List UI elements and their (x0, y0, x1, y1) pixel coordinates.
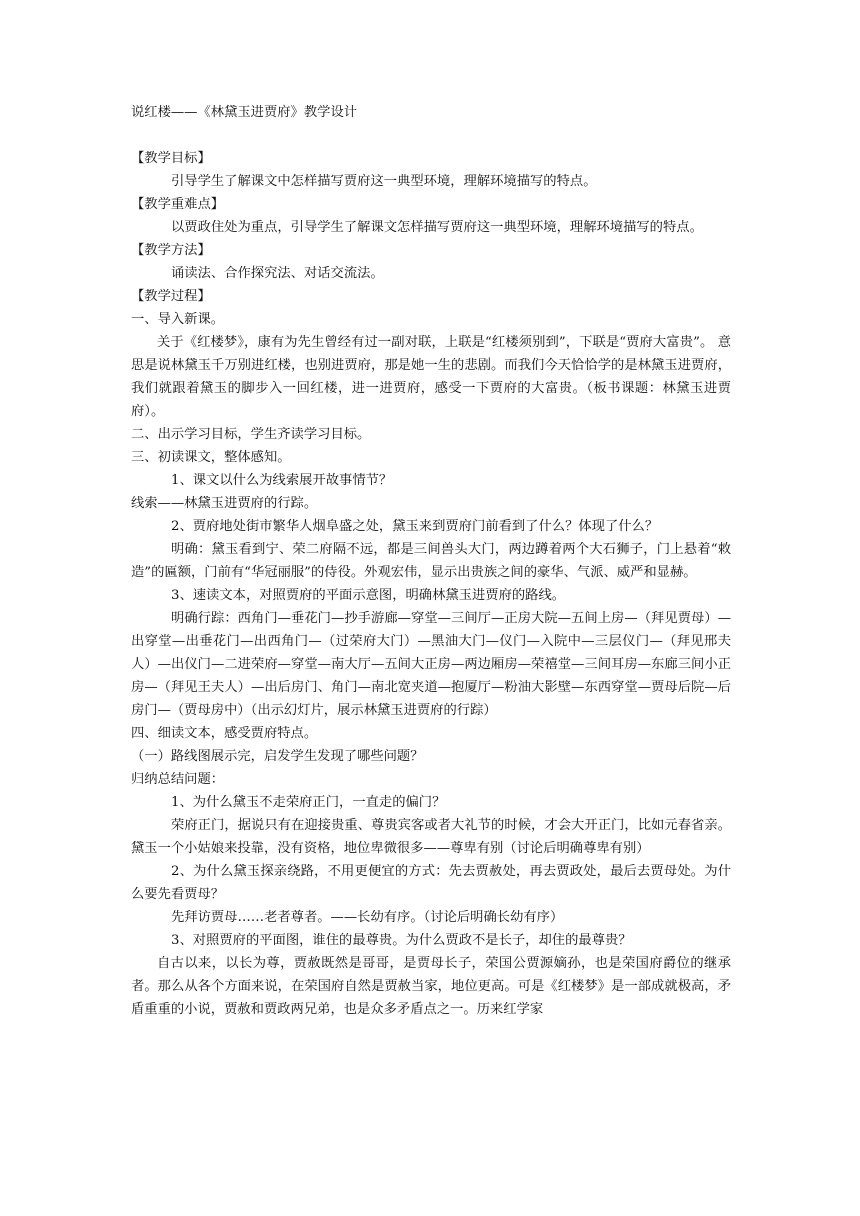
paragraph: 明确：黛玉看到宁、荣二府隔不远，都是三间兽头大门，两边蹲着两个大石狮子，门上悬着“敕造”的匾额，门前有“华冠丽服”的侍役。外观宏伟，显示出贵族之间的豪华、气派、威严和显赫。 (131, 542, 731, 580)
paragraph: 一、导入新课。 (131, 312, 225, 327)
section-heading: 【教学目标】 (131, 151, 211, 166)
paragraph: 归纳总结问题： (131, 772, 225, 787)
paragraph: 2、贾府地处街市繁华人烟阜盛之处，黛玉来到贾府门前看到了什么？体现了什么？ (171, 519, 659, 534)
paragraph: 先拜访贾母……老者尊者。——长幼有序。（讨论后明确长幼有序） (171, 910, 564, 925)
paragraph-list (131, 147, 731, 1021)
paragraph: 线索——林黛玉进贾府的行踪。 (131, 496, 318, 511)
paragraph: 四、细读文本，感受贾府特点。 (131, 726, 318, 741)
paragraph: 3、对照贾府的平面图，谁住的最尊贵。为什么贾政不是长子，却住的最尊贵？ (171, 933, 632, 948)
paragraph: 以贾政住处为重点，引导学生了解课文怎样描写贾府这一典型环境，理解环境描写的特点。 (171, 220, 703, 235)
section-heading: 【教学方法】 (131, 243, 211, 258)
section-heading: 【教学重难点】 (131, 197, 225, 212)
paragraph: 荣府正门，据说只有在迎接贵重、尊贵宾客或者大礼节的时候，才会大开正门，比如元春省亲。黛玉一个小姑娘来投靠，没有资格，地位卑微很多——尊卑有别（讨论后明确尊卑有别） (131, 818, 731, 856)
paragraph: 1、课文以什么为线索展开故事情节？ (171, 473, 393, 488)
paragraph: 诵读法、合作探究法、对话交流法。 (171, 266, 384, 281)
paragraph: 3、速读文本，对照贾府的平面示意图，明确林黛玉进贾府的路线。 (171, 588, 566, 603)
paragraph: 2、为什么黛玉探亲绕路，不用更便宜的方式：先去贾赦处，再去贾政处，最后去贾母处。为什么要先看贾母？ (131, 864, 731, 902)
paragraph: 明确行踪：西角门—垂花门—抄手游廊—穿堂—三间厅—正房大院—五间上房—（拜见贾母）—出穿堂—出垂花门—出西角门—（过荣府大门）—黑油大门—仪门—入院中—三层仪门—（拜见邢夫人）—出仪门—二进荣府—穿堂—南大厅—五间大正房—两边厢房—荣禧堂—三间耳房—东廊三间小正房—（拜见王夫人）—出后房门、角门—南北宽夹道—抱厦厅—粉油大影壁—东西穿堂—贾母后院—后房门—（贾母房中）（出示幻灯片，展示林黛玉进贾府的行踪） (131, 611, 731, 718)
document-title: 说红楼——《林黛玉进贾府》教学设计 (131, 105, 358, 120)
paragraph: 自古以来，以长为尊，贾赦既然是哥哥，是贾母长子，荣国公贾源嫡孙，也是荣国府爵位的继承者。那么从各个方面来说，在荣国府自然是贾赦当家，地位更高。可是《红楼梦》是一部成就极高，矛盾重重的小说，贾赦和贾政两兄弟，也是众多矛盾点之一。历来红学家 (131, 956, 731, 1017)
paragraph: 引导学生了解课文中怎样描写贾府这一典型环境，理解环境描写的特点。 (171, 174, 597, 189)
document-body (131, 101, 731, 1021)
paragraph: 1、为什么黛玉不走荣府正门，一直走的偏门？ (171, 795, 446, 810)
paragraph: 关于《红楼梦》，康有为先生曾经有过一副对联，上联是“红楼须别到”，下联是“贾府大富贵”。 意思是说林黛玉千万别进红楼，也别进贾府，那是她一生的悲剧。而我们今天恰恰学的是林黛玉进贾府，我们就跟着黛玉的脚步入一回红楼，进一进贾府，感受一下贾府的大富贵。（板书课题：林黛玉进贾府）。 (131, 335, 731, 419)
paragraph: 三、初读课文，整体感知。 (131, 450, 291, 465)
paragraph: 二、出示学习目标，学生齐读学习目标。 (131, 427, 371, 442)
section-heading: 【教学过程】 (131, 289, 211, 304)
paragraph: （一）路线图展示完，启发学生发现了哪些问题？ (131, 749, 424, 764)
